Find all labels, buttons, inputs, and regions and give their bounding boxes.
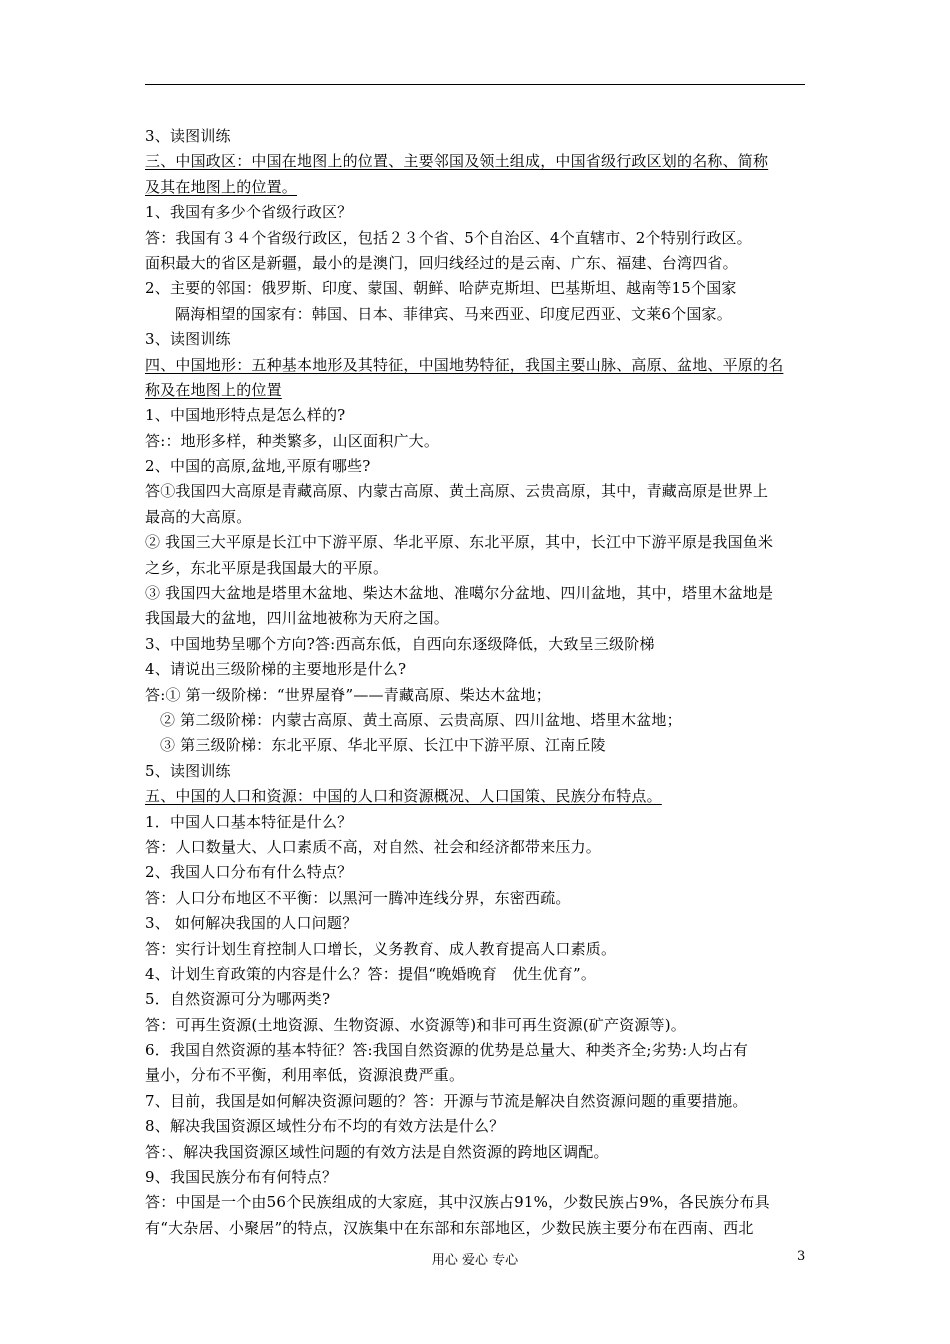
answer-line: 答：中国是一个由56个民族组成的大家庭，其中汉族占91%，少数民族占9%，各民族分布具	[145, 1193, 770, 1212]
answer-line: 答:：地形多样，种类繁多，山区面积广大。	[145, 431, 440, 450]
question-line: 4、计划生育政策的内容是什么？答：提倡“晚婚晚育 优生优育”。	[145, 964, 597, 983]
answer-line: 面积最大的省区是新疆，最小的是澳门，回归线经过的是云南、广东、福建、台湾四省。	[145, 253, 738, 272]
answer-line: ② 我国三大平原是长江中下游平原、华北平原、东北平原，其中，长江中下游平原是我国鱼米	[145, 533, 774, 552]
answer-line: 有“大杂居、小聚居”的特点，汉族集中在东部和东部地区，少数民族主要分布在西南、西北	[145, 1218, 754, 1237]
answer-line: 答:① 第一级阶梯：“世界屋脊”——青藏高原、柴达木盆地；	[145, 685, 551, 704]
answer-line: 答：、解决我国资源区域性问题的有效方法是自然资源的跨地区调配。	[145, 1142, 609, 1161]
answer-line: 答：人口数量大、人口素质不高，对自然、社会和经济都带来压力。	[145, 837, 602, 856]
question-line: 1、中国地形特点是怎么样的?	[145, 406, 346, 425]
section-heading: 三、中国政区：中国在地图上的位置、主要邻国及领土组成，中国省级行政区划的名称、简称	[145, 152, 769, 171]
document-body	[145, 124, 809, 1241]
answer-line: 答：实行计划生育控制人口增长，义务教育、成人教育提高人口素质。	[145, 939, 617, 958]
question-line: 6．我国自然资源的基本特征？答:我国自然资源的优势是总量大、种类齐全;劣势:人均占有	[145, 1041, 749, 1060]
answer-line: 答：可再生资源(土地资源、生物资源、水资源等)和非可再生资源(矿产资源等)。	[145, 1015, 687, 1034]
answer-line: ② 第二级阶梯：内蒙古高原、黄土高原、云贵高原、四川盆地、塔里木盆地；	[160, 710, 682, 729]
answer-line: 答：我国有３４个省级行政区，包括２３个省、5个自治区、4个直辖市、2个特别行政区。	[145, 228, 752, 247]
section-heading: 五、中国的人口和资源：中国的人口和资源概况、人口国策、民族分布特点。	[145, 787, 662, 806]
question-line: 2、中国的高原,盆地,平原有哪些?	[145, 457, 371, 476]
section-heading: 四、中国地形：五种基本地形及其特征，中国地势特征，我国主要山脉、高原、盆地、平原的名	[145, 355, 784, 374]
question-line: 3、 如何解决我国的人口问题？	[145, 914, 358, 933]
answer-line: 答：人口分布地区不平衡：以黑河一腾冲连线分界，东密西疏。	[145, 888, 571, 907]
text-line: 5、读图训练	[145, 761, 231, 780]
answer-line: ③ 第三级阶梯：东北平原、华北平原、长江中下游平原、江南丘陵	[160, 736, 606, 755]
header-rule	[145, 84, 805, 85]
text-line: 3、读图训练	[145, 127, 231, 145]
answer-line: 之乡，东北平原是我国最大的平原。	[145, 558, 389, 577]
question-line: 9、我国民族分布有何特点？	[145, 1168, 338, 1187]
answer-line: 量小，分布不平衡，利用率低，资源浪费严重。	[145, 1066, 465, 1085]
page-number: 3	[797, 1249, 806, 1264]
answer-line: 答①我国四大高原是青藏高原、内蒙古高原、黄土高原、云贵高原，其中，青藏高原是世界上	[145, 482, 769, 501]
question-line: 1．中国人口基本特征是什么？	[145, 812, 353, 831]
answer-line: 最高的大高原。	[145, 507, 252, 526]
question-line: 7、目前，我国是如何解决资源问题的？答：开源与节流是解决自然资源问题的重要措施。	[145, 1091, 748, 1110]
text-line: 2、主要的邻国：俄罗斯、印度、蒙国、朝鲜、哈萨克斯坦、巴基斯坦、越南等15个国家	[145, 279, 737, 298]
question-line: 3、中国地势呈哪个方向?答:西高东低，自西向东逐级降低，大致呈三级阶梯	[145, 634, 655, 653]
answer-line: 我国最大的盆地，四川盆地被称为天府之国。	[145, 609, 450, 628]
text-line: 隔海相望的国家有：韩国、日本、菲律宾、马来西亚、印度尼西亚、文莱6个国家。	[175, 304, 732, 323]
answer-line: ③ 我国四大盆地是塔里木盆地、柴达木盆地、准噶尔分盆地、四川盆地，其中，塔里木盆地是	[145, 584, 774, 603]
question-line: 1、我国有多少个省级行政区？	[145, 203, 353, 222]
question-line: 4、请说出三级阶梯的主要地形是什么?	[145, 660, 407, 679]
text-line: 3、读图训练	[145, 330, 231, 349]
section-heading: 及其在地图上的位置。	[145, 177, 298, 196]
question-line: 5．自然资源可分为哪两类?	[145, 990, 331, 1009]
section-heading: 称及在地图上的位置	[145, 380, 282, 399]
question-line: 8、解决我国资源区域性分布不均的有效方法是什么？	[145, 1117, 505, 1136]
footer-motto: 用心 爱心 专心	[431, 1253, 519, 1268]
question-line: 2、我国人口分布有什么特点？	[145, 863, 353, 882]
